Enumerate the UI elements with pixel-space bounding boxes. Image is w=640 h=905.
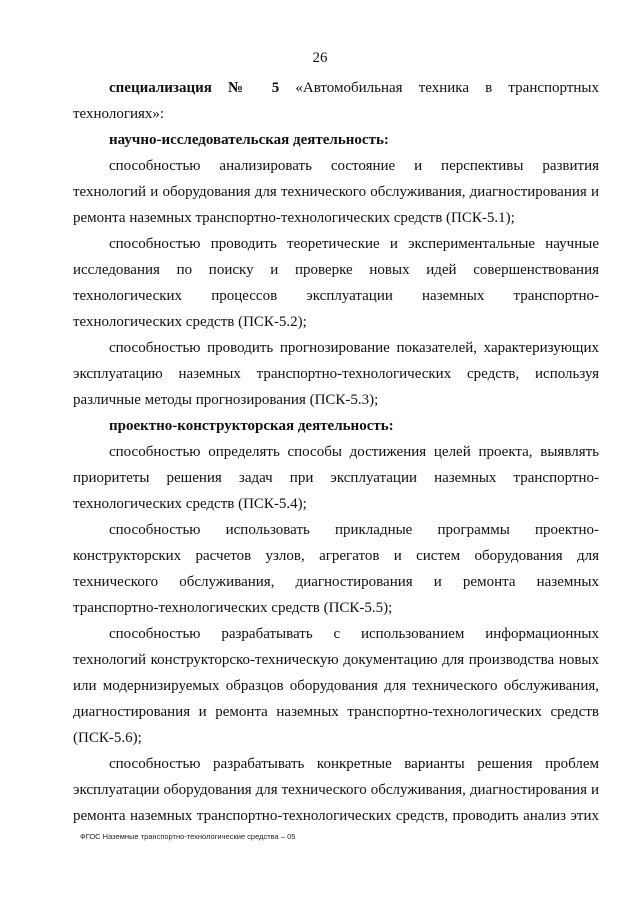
competency-psk-5-5: способностью использовать прикладные программы проектно-конструкторских расчетов узлов, агрегатов и систем оборудования для технического обслуживания, диагностирования и ремонта наземных транспортно-технологических средств (ПСК-5.5); [73, 522, 599, 616]
competency-psk-5-7-partial: способностью разрабатывать конкретные варианты решения проблем эксплуатации оборудования для технического обслуживания, диагностирования и ремонта наземных транспортно-технологических средств, проводить анализ этих [73, 756, 599, 824]
page-number: 26 [312, 50, 328, 66]
competency-psk-5-6: способностью разрабатывать с использованием информационных технологий конструкторско-техническую документацию для производства новых или модернизируемых образцов оборудования для технического обслуживания, диагностирования и ремонта наземных транспортно-технологических средств (ПСК-5.6); [73, 626, 599, 746]
competency-psk-5-2: способностью проводить теоретические и экспериментальные научные исследования по поиску и проверке новых идей совершенствования технологических процессов эксплуатации наземных транспортно-технологических средств (ПСК-5.2); [73, 236, 599, 330]
specialization-title: «Автомобильная техника в транспортных технологиях»: [73, 80, 599, 122]
section-title-research: научно-исследовательская деятельность: [109, 132, 389, 148]
section-title-design: проектно-конструкторская деятельность: [109, 418, 394, 434]
specialization-label: специализация № 5 [109, 80, 280, 96]
competency-psk-5-4: способностью определять способы достижения целей проекта, выявлять приоритеты решения задач при эксплуатации наземных транспортно-технологических средств (ПСК-5.4); [73, 444, 599, 512]
specialization-heading [73, 75, 599, 127]
page-footer: ФГОС Наземные транспортно-технологические средства – 05 [80, 832, 296, 841]
document-body [73, 75, 599, 829]
competency-psk-5-1: способностью анализировать состояние и перспективы развития технологий и оборудования для технического обслуживания, диагностирования и ремонта наземных транспортно-технологических средств (ПСК-5.1); [73, 158, 599, 226]
competency-psk-5-3: способностью проводить прогнозирование показателей, характеризующих эксплуатацию наземных транспортно-технологических средств, используя различные методы прогнозирования (ПСК-5.3); [73, 340, 599, 408]
